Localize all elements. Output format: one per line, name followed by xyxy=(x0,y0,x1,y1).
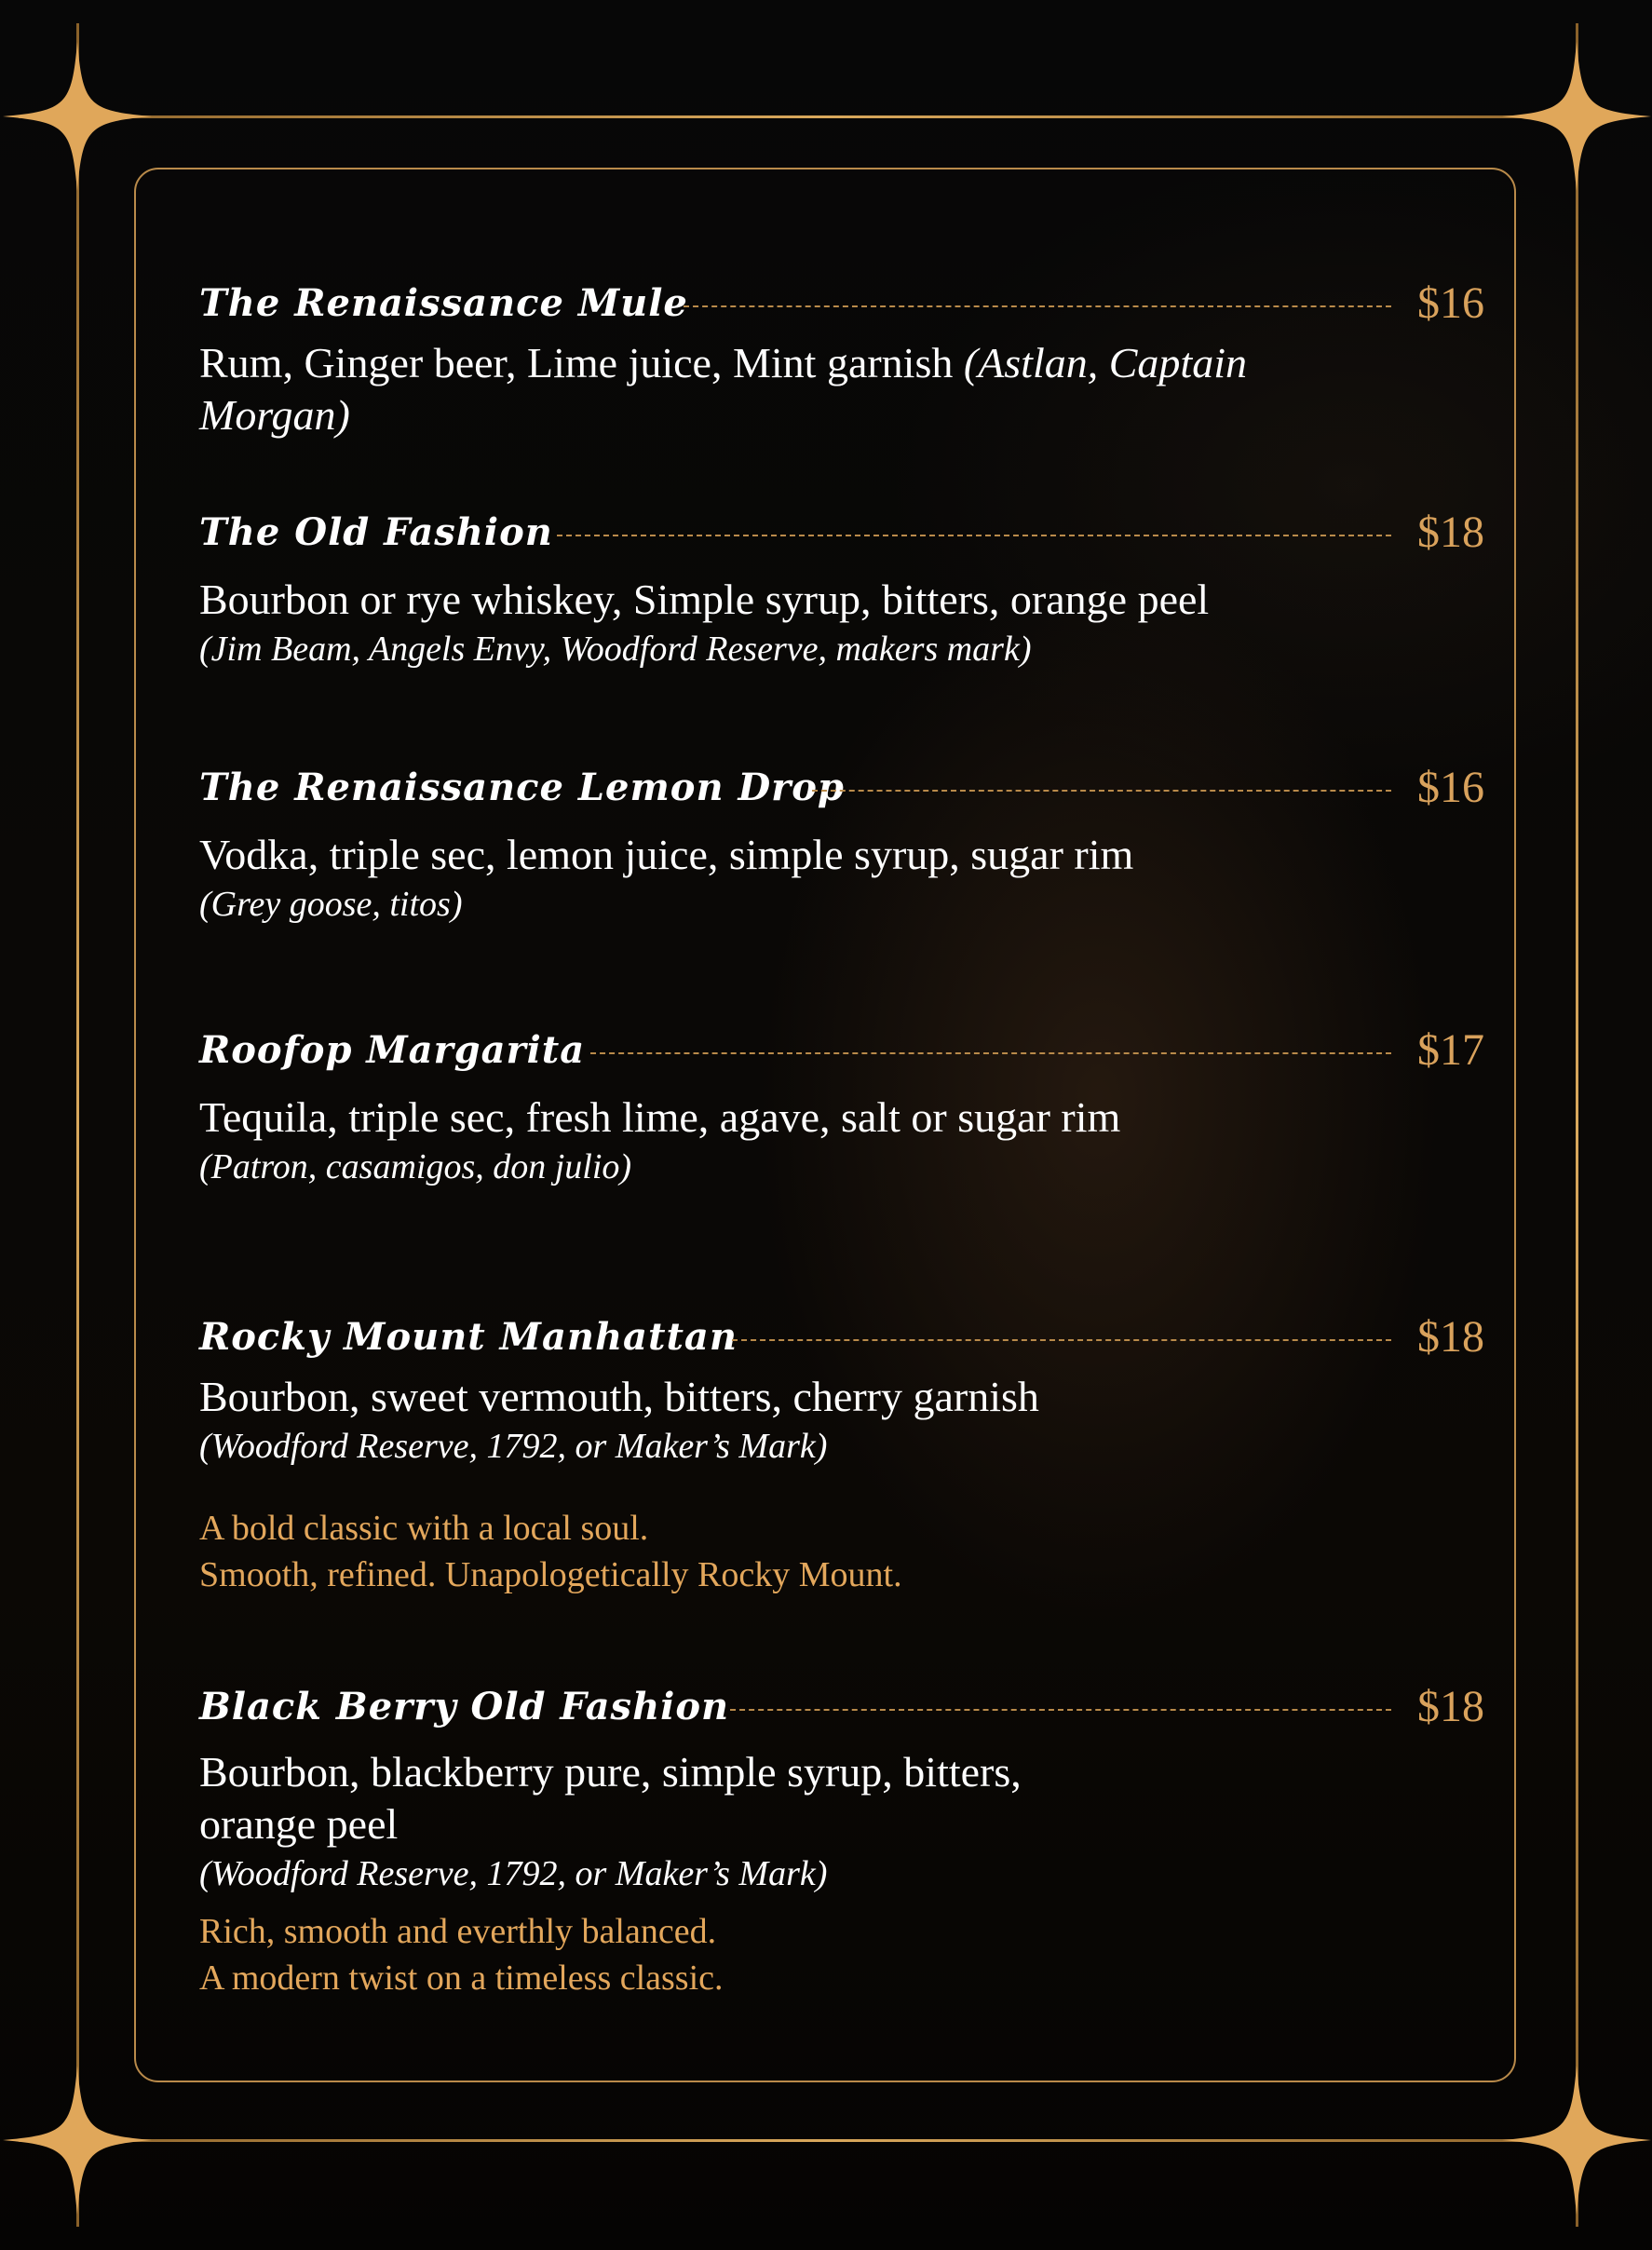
menu-item xyxy=(199,762,1484,928)
sparkle-star-icon xyxy=(3,42,152,191)
item-ingredients: Tequila, triple sec, fresh lime, agave, salt or sugar rim xyxy=(199,1093,1121,1141)
frame-right-line xyxy=(1576,23,1578,2227)
item-ingredients: Rum, Ginger beer, Lime juice, Mint garnish xyxy=(199,339,964,386)
item-name: Roofop Margarita xyxy=(199,1028,586,1072)
item-ingredients: Bourbon or rye whiskey, Simple syrup, bitters, orange peel xyxy=(199,576,1210,623)
item-price: $18 xyxy=(1417,1682,1484,1731)
item-name: Black Berry Old Fashion xyxy=(199,1685,730,1728)
item-brands: (Grey goose, titos) xyxy=(199,885,463,924)
dotted-leader xyxy=(730,1709,1391,1711)
menu-item xyxy=(199,1024,1484,1190)
item-tagline: A modern twist on a timeless classic. xyxy=(199,1959,724,1998)
sparkle-star-icon xyxy=(1502,2066,1651,2215)
item-description xyxy=(199,337,1382,441)
item-name: The Renaissance Mule xyxy=(199,281,688,325)
item-price: $17 xyxy=(1417,1025,1484,1075)
sparkle-star-icon xyxy=(3,2066,152,2215)
dotted-leader xyxy=(590,1052,1391,1054)
dotted-leader xyxy=(732,1339,1391,1341)
menu-item xyxy=(199,278,1484,441)
item-brands: (Woodford Reserve, 1792, or Maker’s Mark) xyxy=(199,1427,828,1466)
dotted-leader xyxy=(557,535,1391,536)
item-name: Rocky Mount Manhattan xyxy=(199,1315,738,1359)
frame-top-line xyxy=(19,115,1633,118)
item-ingredients: Bourbon, sweet vermouth, bitters, cherry garnish xyxy=(199,1373,1039,1420)
frame-left-line xyxy=(76,23,79,2227)
item-name: The Renaissance Lemon Drop xyxy=(199,766,845,809)
sparkle-star-icon xyxy=(1502,42,1651,191)
item-ingredients: Vodka, triple sec, lemon juice, simple syrup, sugar rim xyxy=(199,831,1134,878)
item-name: The Old Fashion xyxy=(199,510,553,554)
menu-item xyxy=(199,1311,1484,1598)
item-price: $16 xyxy=(1417,763,1484,812)
item-tagline: A bold classic with a local soul. xyxy=(199,1509,649,1548)
dotted-leader xyxy=(812,790,1391,792)
item-price: $16 xyxy=(1417,278,1484,328)
item-price: $18 xyxy=(1417,1312,1484,1362)
menu-item xyxy=(199,1681,1484,2001)
item-brands: (Astlan, Captain Morgan) xyxy=(199,339,1247,439)
item-tagline: Smooth, refined. Unapologetically Rocky Mount. xyxy=(199,1555,902,1594)
item-price: $18 xyxy=(1417,508,1484,557)
item-brands: (Woodford Reserve, 1792, or Maker’s Mark) xyxy=(199,1854,828,1893)
item-ingredients: orange peel xyxy=(199,1800,399,1848)
item-brands: (Patron, casamigos, don julio) xyxy=(199,1147,632,1186)
item-tagline: Rich, smooth and everthly balanced. xyxy=(199,1912,717,1951)
menu-item xyxy=(199,507,1484,672)
item-brands: (Jim Beam, Angels Envy, Woodford Reserve, makers mark) xyxy=(199,630,1032,669)
dotted-leader xyxy=(684,305,1391,307)
item-ingredients: Bourbon, blackberry pure, simple syrup, bitters, xyxy=(199,1748,1022,1796)
frame-bottom-line xyxy=(19,2139,1633,2142)
